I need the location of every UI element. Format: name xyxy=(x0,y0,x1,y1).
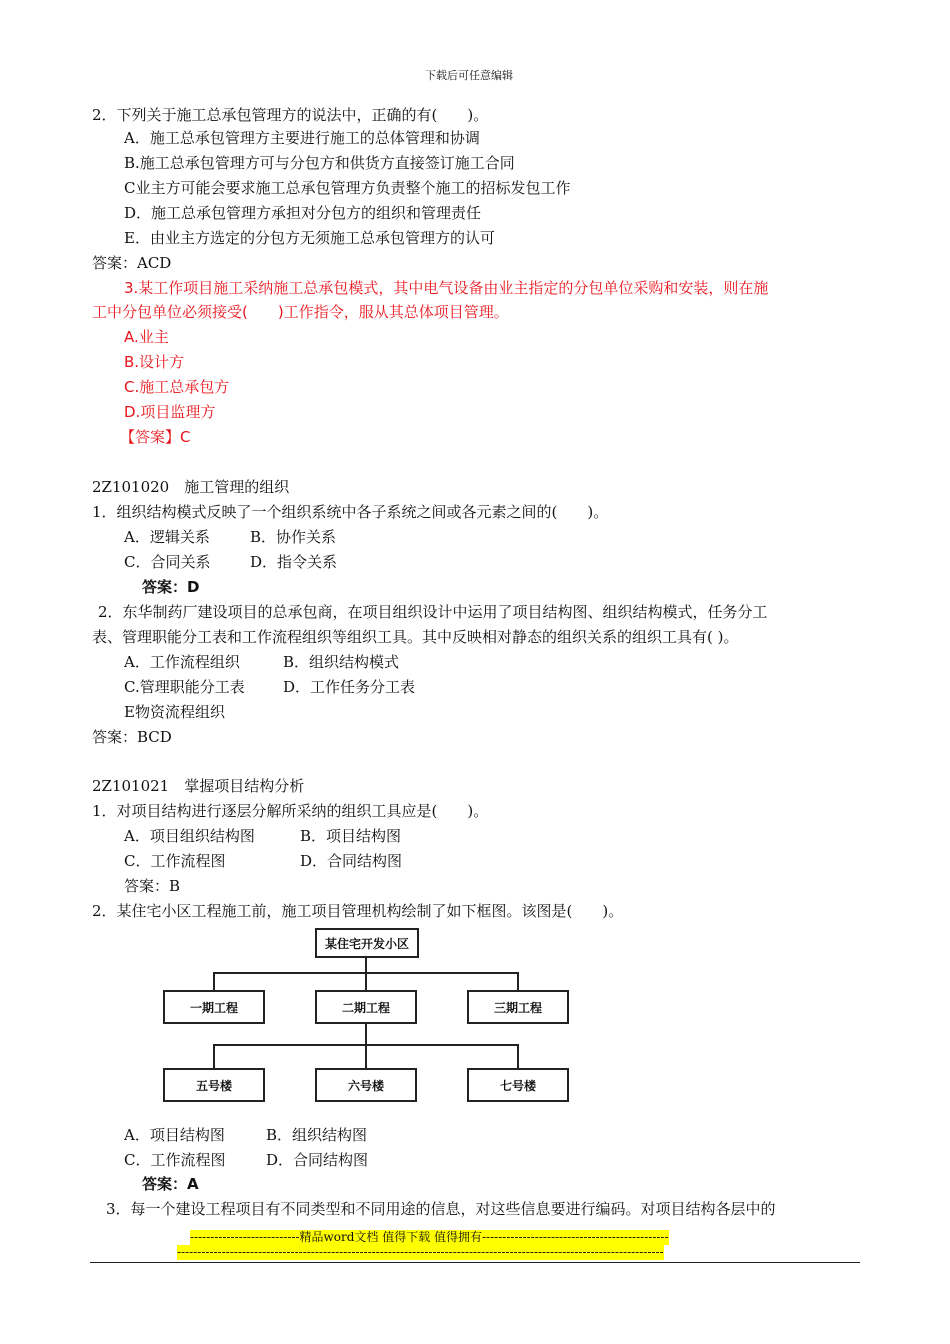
q2-option-a: A．施工总承包管理方主要进行施工的总体管理和协调 xyxy=(124,129,480,147)
s1-q2-option-a: A．工作流程组织 xyxy=(124,653,240,671)
s1-q2-option-d: D．工作任务分工表 xyxy=(283,678,416,696)
diagram-building-5-node: 五号楼 xyxy=(163,1068,265,1102)
s1-q1-option-c: C．合同关系 xyxy=(124,553,211,571)
s2-q2-stem: 2．某住宅小区工程施工前，施工项目管理机构绘制了如下框图。该图是( )。 xyxy=(92,902,624,920)
q2-answer: 答案：ACD xyxy=(92,254,172,272)
s2-q1-option-b: B．项目结构图 xyxy=(300,827,402,845)
diagram-phase-1-node: 一期工程 xyxy=(163,990,265,1024)
q3-stem-line1: 3.某工作项目施工采纳施工总承包模式，其中电气设备由业主指定的分包单位采购和安装，则在施 xyxy=(124,279,769,297)
s1-q2-option-c: C.管理职能分工表 xyxy=(124,678,245,696)
s2-q3-stem: 3．每一个建设工程项目有不同类型和不同用途的信息，对这些信息要进行编码。对项目结构各层中的 xyxy=(106,1200,776,1218)
s1-q1-stem: 1．组织结构模式反映了一个组织系统中各子系统之间或各元素之间的( )。 xyxy=(92,503,609,521)
s1-q1-option-a: A．逻辑关系 xyxy=(124,528,210,546)
section2-title: 2Z101021 掌握项目结构分析 xyxy=(92,777,305,795)
diagram-phase-2-node: 二期工程 xyxy=(315,990,417,1024)
footer-line-2: ------------------------------------------------------------------------------------------------------------------------ xyxy=(177,1245,664,1259)
q3-stem-line2: 工中分包单位必须接受( )工作指令，服从其总体项目管理。 xyxy=(92,303,509,321)
q2-option-c: C业主方可能会要求施工总承包管理方负责整个施工的招标发包工作 xyxy=(124,179,571,197)
footer-line-1: ---------------------------精品word文档 值得下载 值得拥有---------------------------------------------- xyxy=(190,1230,669,1244)
diagram-root-node: 某住宅开发小区 xyxy=(315,928,419,958)
section1-title: 2Z101020 施工管理的组织 xyxy=(92,478,290,496)
s2-q1-answer: 答案：B xyxy=(124,877,181,895)
diagram-connector xyxy=(365,1022,367,1044)
s2-q2-option-c: C．工作流程图 xyxy=(124,1151,226,1169)
s2-q1-stem: 1．对项目结构进行逐层分解所采纳的组织工具应是( )。 xyxy=(92,802,489,820)
q3-option-c: C.施工总承包方 xyxy=(124,378,230,396)
s2-q1-option-c: C．工作流程图 xyxy=(124,852,226,870)
s2-q2-option-d: D．合同结构图 xyxy=(266,1151,369,1169)
diagram-connector xyxy=(213,1044,215,1068)
diagram-connector xyxy=(365,956,367,972)
diagram-building-6-node: 六号楼 xyxy=(315,1068,417,1102)
s2-q2-option-b: B．组织结构图 xyxy=(266,1126,368,1144)
q2-option-e: E．由业主方选定的分包方无须施工总承包管理方的认可 xyxy=(124,229,495,247)
diagram-phase-3-node: 三期工程 xyxy=(467,990,569,1024)
footer-divider xyxy=(90,1262,860,1263)
diagram-connector xyxy=(213,972,215,990)
q3-option-b: B.设计方 xyxy=(124,353,185,371)
q3-option-d: D.项目监理方 xyxy=(124,403,216,421)
q2-stem: 2．下列关于施工总承包管理方的说法中，正确的有( )。 xyxy=(92,106,489,124)
s2-q2-answer: 答案：A xyxy=(142,1175,199,1193)
s2-q1-option-a: A．项目组织结构图 xyxy=(124,827,255,845)
s2-q2-option-a: A．项目结构图 xyxy=(124,1126,225,1144)
diagram-connector xyxy=(365,972,367,990)
s2-q1-option-d: D．合同结构图 xyxy=(300,852,403,870)
s1-q2-stem-line1: 2．东华制药厂建设项目的总承包商，在项目组织设计中运用了项目结构图、组织结构模式，任务分工 xyxy=(98,603,768,621)
page-header: 下载后可任意编辑 xyxy=(425,69,513,82)
diagram-connector xyxy=(517,972,519,990)
s1-q2-option-e: E物资流程组织 xyxy=(124,703,225,721)
q2-option-b: B.施工总承包管理方可与分包方和供货方直接签订施工合同 xyxy=(124,154,515,172)
diagram-building-7-node: 七号楼 xyxy=(467,1068,569,1102)
s1-q1-option-d: D．指令关系 xyxy=(250,553,338,571)
diagram-connector xyxy=(365,1044,367,1068)
q3-answer: 【答案】C xyxy=(120,428,191,446)
diagram-connector xyxy=(517,1044,519,1068)
s1-q1-answer: 答案：D xyxy=(142,578,200,596)
q3-option-a: A.业主 xyxy=(124,328,169,346)
s1-q2-stem-line2: 表、管理职能分工表和工作流程组织等组织工具。其中反映相对静态的组织关系的组织工具有( )。 xyxy=(92,628,739,646)
q2-option-d: D．施工总承包管理方承担对分包方的组织和管理责任 xyxy=(124,204,482,222)
s1-q1-option-b: B．协作关系 xyxy=(250,528,337,546)
s1-q2-option-b: B．组织结构模式 xyxy=(283,653,400,671)
s1-q2-answer: 答案：BCD xyxy=(92,728,172,746)
